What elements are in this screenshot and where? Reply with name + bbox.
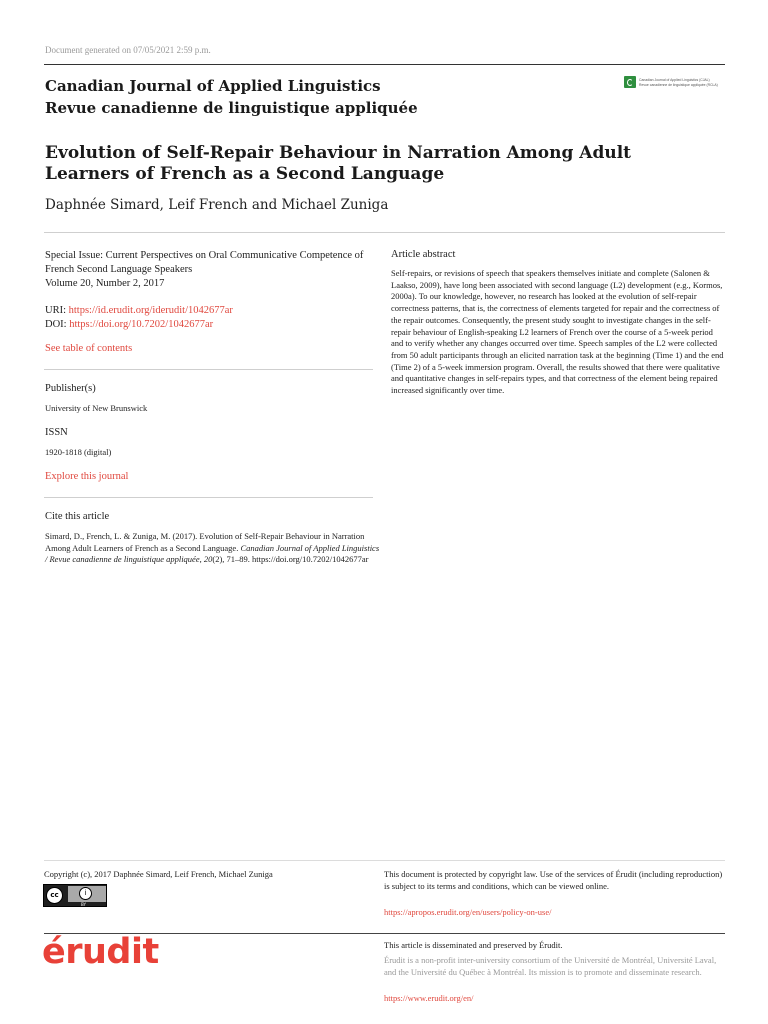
journal-title-en: Canadian Journal of Applied Linguistics bbox=[45, 77, 381, 95]
identifiers bbox=[45, 304, 375, 332]
divider bbox=[44, 369, 373, 370]
table-of-contents-link[interactable]: See table of contents bbox=[45, 343, 133, 354]
publisher-heading: Publisher(s) bbox=[45, 383, 96, 394]
uri-link[interactable]: https://id.erudit.org/iderudit/1042677ar bbox=[68, 305, 233, 316]
volume: Volume 20, Number 2, 2017 bbox=[45, 278, 165, 289]
top-rule bbox=[44, 64, 725, 65]
by-label: BY bbox=[81, 902, 86, 907]
cc-icon: cc bbox=[46, 887, 63, 904]
citation-volume: 20 bbox=[203, 554, 213, 564]
citation-journal: Canadian Journal of Applied Linguistics / Revue canadienne de linguistique appliquée bbox=[45, 542, 380, 564]
doi-label: DOI: bbox=[45, 319, 70, 330]
citation bbox=[45, 531, 380, 566]
divider bbox=[44, 232, 725, 233]
cc-by-license-icon[interactable] bbox=[43, 884, 107, 907]
footer-divider bbox=[44, 860, 725, 861]
citation-sep: , bbox=[199, 554, 204, 564]
citation-pages: (2), 71–89. https://doi.org/10.7202/1042677ar bbox=[212, 554, 369, 564]
erudit-description: Érudit is a non-profit inter-university consortium of the Université de Montréal, Université Laval, and the Université du Québec à Montréal. Its mission is to promote and disseminate research. bbox=[384, 955, 717, 977]
attribution-icon: i bbox=[79, 887, 92, 900]
uri-label: URI: bbox=[45, 305, 69, 316]
issue-info bbox=[45, 249, 375, 291]
generated-date: Document generated on 07/05/2021 2:59 p.m. bbox=[45, 45, 211, 55]
policy-link[interactable]: https://apropos.erudit.org/en/users/policy-on-use/ bbox=[384, 907, 552, 917]
erudit-logo[interactable]: érudit bbox=[42, 932, 159, 972]
journal-logo-icon bbox=[624, 76, 636, 88]
copyright-notice: This document is protected by copyright law. Use of the services of Érudit (including reproduction) is subject to its terms and conditions, which can be viewed online. bbox=[384, 869, 723, 891]
abstract-text: Self-repairs, or revisions of speech that speakers themselves initiate and complete (Salonen & Laakso, 2009), have long been associated with second language (L2) development (e.g., Kormos, 2000a). To our knowledge, however, no research has looked at the evolution of self-repair correctness patterns, that is, the correctness of elements targeted for repair and the correctness of the repair outcomes. Consequently, the present study sought to investigate changes in the self-repair behaviour of English-speaking L2 learners of French over the course of a 5-week period and to verify whether any changes occurred over time. Speech samples of the L2 were collected from 50 adult participants through an elicited narration task at the beginning (Time 1) and the end (Time 2) of a 5-week immersion program. Overall, the results showed that there were qualitative and quantitative changes in self-repairs types, and that correctness of the element being repaired increased significantly over time. bbox=[391, 268, 724, 396]
article-title: Evolution of Self-Repair Behaviour in Narration Among Adult Learners of French as a Second Language bbox=[45, 143, 632, 184]
journal-logo-line2: Revue canadienne de linguistique appliquée (RCLA) bbox=[639, 83, 718, 87]
journal-title-fr: Revue canadienne de linguistique appliquée bbox=[45, 99, 418, 117]
copyright: Copyright (c), 2017 Daphnée Simard, Leif French, Michael Zuniga bbox=[44, 869, 273, 879]
doi-link[interactable]: https://doi.org/10.7202/1042677ar bbox=[69, 319, 214, 330]
dissemination-note: This article is disseminated and preserved by Érudit. bbox=[384, 940, 563, 950]
issn-heading: ISSN bbox=[45, 427, 68, 438]
citation-text: Simard, D., French, L. & Zuniga, M. (2017). Evolution of Self-Repair Behaviour in Narration Among Adult Learners of French as a Second Language. bbox=[45, 531, 365, 553]
issn-value: 1920-1818 (digital) bbox=[45, 447, 112, 457]
article-authors: Daphnée Simard, Leif French and Michael Zuniga bbox=[45, 197, 389, 213]
abstract-heading: Article abstract bbox=[391, 249, 456, 260]
publisher-value: University of New Brunswick bbox=[45, 403, 148, 413]
erudit-site-link[interactable]: https://www.erudit.org/en/ bbox=[384, 993, 474, 1003]
special-issue: Special Issue: Current Perspectives on Oral Communicative Competence of French Second Language Speakers bbox=[45, 250, 364, 275]
explore-journal-link[interactable]: Explore this journal bbox=[45, 471, 129, 482]
journal-logo bbox=[624, 76, 725, 90]
cite-heading: Cite this article bbox=[45, 511, 110, 522]
divider bbox=[44, 497, 373, 498]
journal-logo-line1: Canadian Journal of Applied Linguistics (CJAL) bbox=[639, 78, 710, 82]
